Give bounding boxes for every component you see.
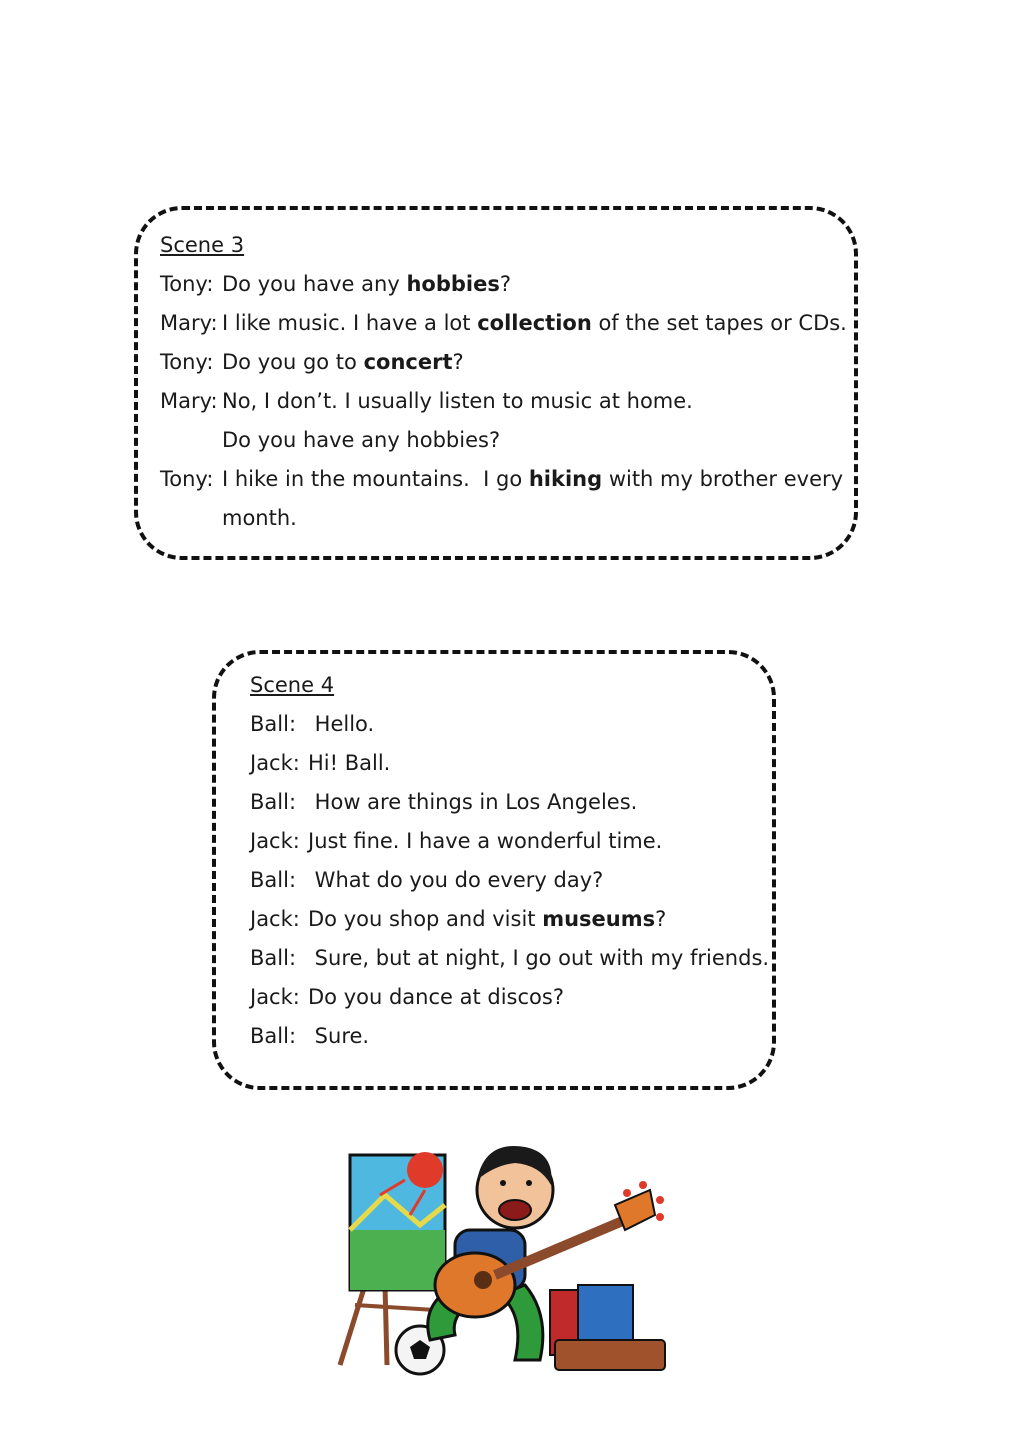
vocabulary-word: museums <box>542 907 656 931</box>
vocabulary-word: collection <box>477 311 592 335</box>
speaker-name: Ball: <box>250 868 297 892</box>
line-text-part: Do you shop and visit <box>308 907 543 931</box>
dialogue-line <box>160 304 850 343</box>
line-text <box>308 783 637 822</box>
dialogue-line <box>160 265 850 304</box>
scene-4-lines <box>250 705 770 1056</box>
line-text-part: Do you have any <box>222 272 407 296</box>
speaker-name: Jack: <box>250 829 300 853</box>
scene-3-lines <box>160 265 850 538</box>
line-text-part: ? <box>499 272 511 296</box>
line-text <box>308 1017 369 1056</box>
line-text-part: month. <box>222 506 297 530</box>
line-text-part: I like music. I have a lot <box>222 311 478 335</box>
line-text-part: of the set tapes or CDs. <box>591 311 847 335</box>
line-text-part: Hi! Ball. <box>308 751 391 775</box>
dialogue-line <box>160 421 850 460</box>
dialogue-line <box>250 861 770 900</box>
line-text <box>222 421 500 460</box>
dialogue-line <box>250 900 770 939</box>
scene-4-dialogue <box>250 666 770 1056</box>
dialogue-line <box>250 978 770 1017</box>
line-text <box>222 304 847 343</box>
speaker-name: Ball: <box>250 1024 297 1048</box>
line-text <box>308 744 390 783</box>
line-text-part: How are things in Los Angeles. <box>308 790 638 814</box>
line-text-part: Hello. <box>308 712 375 736</box>
dialogue-line <box>160 343 850 382</box>
speaker-name: Jack: <box>250 985 300 1009</box>
line-text <box>222 499 297 538</box>
line-text <box>308 861 603 900</box>
line-text-part: What do you do every day? <box>308 868 604 892</box>
line-text <box>222 343 464 382</box>
line-text-part: I hike in the mountains. I go <box>222 467 529 491</box>
dialogue-line <box>160 460 850 499</box>
line-text <box>222 460 843 499</box>
dialogue-line <box>250 744 770 783</box>
scene-4-heading: Scene 4 <box>250 673 335 697</box>
speaker-name: Tony: <box>160 272 214 296</box>
dialogue-line <box>250 822 770 861</box>
line-text-part: No, I don’t. I usually listen to music at home. <box>222 389 693 413</box>
speaker-name: Jack: <box>250 907 300 931</box>
line-text <box>308 822 662 861</box>
line-text <box>308 705 374 744</box>
line-text-part: Do you go to <box>222 350 364 374</box>
speaker-name: Jack: <box>250 751 300 775</box>
line-text <box>308 978 564 1017</box>
speaker-name: Tony: <box>160 350 214 374</box>
speaker-name: Tony: <box>160 467 214 491</box>
dialogue-line <box>160 499 850 538</box>
vocabulary-word: hiking <box>528 467 603 491</box>
scene-3-heading: Scene 3 <box>160 233 245 257</box>
line-text-part: Do you dance at discos? <box>308 985 564 1009</box>
speaker-name: Ball: <box>250 712 297 736</box>
line-text-part: Just fine. I have a wonderful time. <box>308 829 663 853</box>
speaker-name: Mary: <box>160 311 218 335</box>
dialogue-line <box>250 1017 770 1056</box>
dialogue-line <box>250 783 770 822</box>
line-text-part: ? <box>452 350 464 374</box>
line-text-part: ? <box>655 907 667 931</box>
vocabulary-word: hobbies <box>406 272 500 296</box>
line-text-part: Sure, but at night, I go out with my friends. <box>308 946 770 970</box>
speaker-name: Ball: <box>250 790 297 814</box>
speaker-name: Mary: <box>160 389 218 413</box>
line-text-part: Do you have any hobbies? <box>222 428 501 452</box>
speaker-name: Ball: <box>250 946 297 970</box>
line-text-part: with my brother every <box>602 467 844 491</box>
line-text <box>222 382 693 421</box>
line-text-part: Sure. <box>308 1024 370 1048</box>
vocabulary-word: concert <box>363 350 453 374</box>
scene-3-dialogue <box>160 226 850 538</box>
hobbies-cartoon-icon <box>325 1135 675 1380</box>
dialogue-line <box>160 382 850 421</box>
line-text <box>308 939 769 978</box>
dialogue-line <box>250 939 770 978</box>
line-text <box>222 265 511 304</box>
line-text <box>308 900 666 939</box>
dialogue-line <box>250 705 770 744</box>
